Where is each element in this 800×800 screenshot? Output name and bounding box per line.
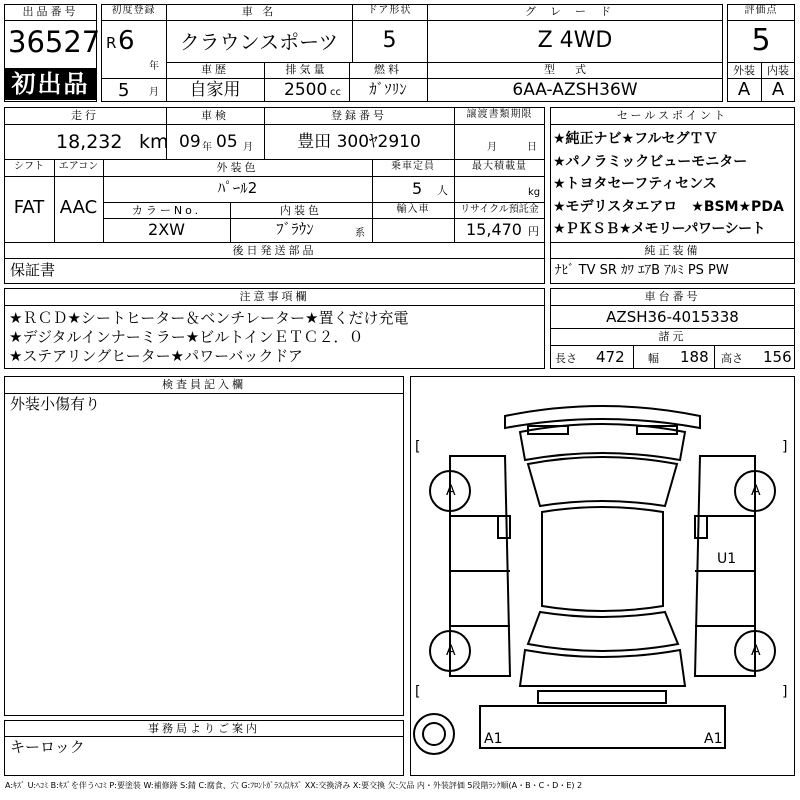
- height: 156: [763, 348, 792, 366]
- inspection-year-unit: 年: [202, 142, 212, 153]
- history-label: 車歴: [201, 63, 229, 76]
- interior-label: 内装: [767, 64, 789, 77]
- office-label: 事務局よりご案内: [148, 722, 260, 735]
- sales-point-item: ★トヨタセーフティセンス: [553, 176, 717, 192]
- color: ﾊﾟｰﾙ2: [217, 179, 258, 197]
- score-label: 評価点: [744, 5, 778, 16]
- plate: 豊田 300ﾔ2910: [297, 132, 421, 152]
- svg-text:]: ]: [782, 684, 788, 700]
- door-label: ドア形状: [367, 5, 412, 16]
- mark-front-right-tire: A: [751, 483, 761, 499]
- inspection-month-unit: 月: [243, 142, 253, 153]
- ac-label: エアコン: [58, 161, 99, 172]
- exterior-label: 外装: [733, 64, 755, 77]
- inspector-label: 検査員記入欄: [162, 378, 246, 391]
- length-label: 長さ: [555, 352, 577, 365]
- inspection-label: 車検: [201, 109, 229, 122]
- sales-point-item: ★モデリスタエアロ ★BSM★PDA: [553, 198, 784, 215]
- first-reg-label: 初度登録: [111, 5, 156, 16]
- mark-rear-left-corner: A1: [484, 731, 503, 747]
- model-code: 6AA-AZSH36W: [512, 80, 638, 100]
- transfer-day-unit: 日: [527, 142, 537, 153]
- color-no-label: カラーNo.: [131, 204, 202, 217]
- height-label: 高さ: [721, 352, 743, 365]
- note-line: ★デジタルインナーミラー★ビルトインＥＴＣ２．０: [9, 328, 364, 346]
- width: 188: [680, 348, 709, 366]
- color-label: 外装色: [216, 161, 259, 174]
- mark-rear-right-tire: A: [751, 643, 761, 659]
- mark-rear-right-corner: A1: [704, 731, 723, 747]
- mileage-unit: km: [139, 131, 169, 153]
- rear-bumper: [538, 691, 666, 703]
- shift: FAT: [13, 197, 45, 218]
- era: R: [106, 34, 117, 52]
- mark-right-rear-door: U1: [717, 551, 737, 567]
- interior-grade: A: [771, 79, 785, 100]
- equipment-label: 純正装備: [644, 244, 701, 257]
- chassis-label: 車台番号: [644, 290, 701, 303]
- color-no: 2XW: [148, 220, 185, 239]
- interior-color-suffix: 系: [355, 228, 365, 239]
- mirror-right: [695, 516, 707, 538]
- sales-point-item: ★パノラミックビューモニター: [553, 153, 748, 170]
- svg-text:]: ]: [782, 439, 788, 455]
- mileage-label: 走行: [71, 109, 99, 122]
- dims-label: 諸元: [658, 330, 687, 343]
- shift-label: シフト: [14, 161, 44, 172]
- month-unit: 月: [149, 87, 159, 98]
- ac: AAC: [59, 197, 98, 218]
- transfer-month-unit: 月: [487, 142, 497, 153]
- later-parts: 保証書: [10, 261, 56, 279]
- mileage: 18,232: [56, 131, 123, 153]
- transfer-label: 譲渡書類期限: [466, 109, 533, 120]
- inspector-text: 外装小傷有り: [10, 395, 101, 413]
- car-name: クラウンスポーツ: [179, 30, 339, 54]
- later-parts-label: 後日発送部品: [232, 244, 317, 257]
- sales-point-item: ★ＰＫＳＢ★メモリーパワーシート: [553, 221, 766, 237]
- fuel-label: 燃料: [374, 63, 402, 76]
- notes-list: [9, 309, 543, 366]
- mirror-left: [498, 516, 510, 538]
- rear-window: [528, 612, 678, 651]
- displacement-unit: cc: [330, 87, 341, 98]
- interior-color-label: 内装色: [280, 204, 322, 217]
- first-reg-year: 6: [118, 26, 135, 56]
- recycle-unit: 円: [528, 225, 539, 238]
- grade-label: グレード: [525, 5, 625, 18]
- first-reg-month: 5: [118, 80, 130, 101]
- sales-points-label: セールスポイント: [616, 109, 728, 122]
- capacity: 5: [412, 179, 423, 198]
- displacement: 2500: [284, 80, 328, 100]
- svg-text:[: [: [415, 439, 421, 455]
- chassis-number: AZSH36-4015338: [606, 308, 739, 326]
- length: 472: [596, 348, 625, 366]
- left-body: [450, 456, 510, 676]
- windshield: [528, 457, 677, 506]
- equipment: ﾅﾋﾞ TV SR ｶﾜ ｴｱB ｱﾙﾐ PS PW: [555, 263, 729, 278]
- exterior-grade: A: [737, 79, 751, 100]
- hood: [520, 424, 685, 460]
- car-diagram: [410, 376, 795, 776]
- score: 5: [751, 23, 771, 58]
- model-code-label: 型式: [544, 63, 606, 76]
- displacement-label: 排気量: [285, 63, 328, 76]
- notes-label: 注意事項欄: [239, 290, 310, 303]
- office-text: キーロック: [10, 738, 85, 756]
- legend: A:ｷｽﾞ U:ﾍｺﾐ B:ｷｽﾞを伴うﾍｺﾐ P:要塗装 W:補修跡 S:錆 C:腐食、穴 G:ﾌﾛﾝﾄｶﾞﾗｽ点ｷｽﾞ XX:交換済み X:要交換 欠:欠品 内・外装評価 5段階ﾗﾝｸ順(A・B・C・D・E) 2: [5, 781, 583, 790]
- trunk: [520, 650, 685, 686]
- plate-label: 登録番号: [331, 109, 387, 122]
- interior-color: ﾌﾞﾗｳﾝ: [276, 220, 314, 238]
- capacity-unit: 人: [437, 184, 448, 197]
- note-line: ★ＲＣＤ★シートヒーター＆ベンチレーター★置くだけ充電: [9, 309, 409, 327]
- import-label: 輸入車: [396, 204, 430, 215]
- recycle: 15,470: [466, 220, 522, 239]
- roof: [542, 507, 663, 611]
- mark-front-left-tire: A: [446, 483, 456, 499]
- car-name-label: 車 名: [241, 5, 277, 18]
- inspection-month: 05: [216, 132, 238, 152]
- sales-point-item: ★純正ナビ★フルセグＴＶ: [553, 131, 718, 147]
- lot-number-label: 出品番号: [22, 5, 79, 18]
- grade: Z 4WD: [537, 28, 613, 53]
- lot-number: 36527: [8, 25, 101, 59]
- note-line: ★ステアリングヒーター★パワーバックドア: [9, 347, 303, 365]
- inspection-year: 09: [179, 132, 201, 152]
- inspector-box: [4, 376, 404, 716]
- first-listing-badge: 初出品: [5, 68, 96, 100]
- capacity-label: 乗車定員: [391, 161, 435, 172]
- recycle-label: リサイクル預託金: [460, 204, 539, 215]
- load-label: 最大積載量: [472, 161, 527, 172]
- sales-points-list: [553, 128, 795, 241]
- rear-bumper-lower: [480, 706, 725, 748]
- svg-text:[: [: [415, 684, 421, 700]
- year-unit: 年: [149, 61, 159, 72]
- spare-tire: [414, 714, 454, 754]
- fuel: ｶﾞｿﾘﾝ: [369, 80, 407, 98]
- load-unit: kg: [528, 187, 541, 198]
- history: 自家用: [189, 80, 241, 100]
- width-label: 幅: [648, 352, 659, 365]
- doors: 5: [382, 28, 397, 53]
- mark-rear-left-tire: A: [446, 643, 456, 659]
